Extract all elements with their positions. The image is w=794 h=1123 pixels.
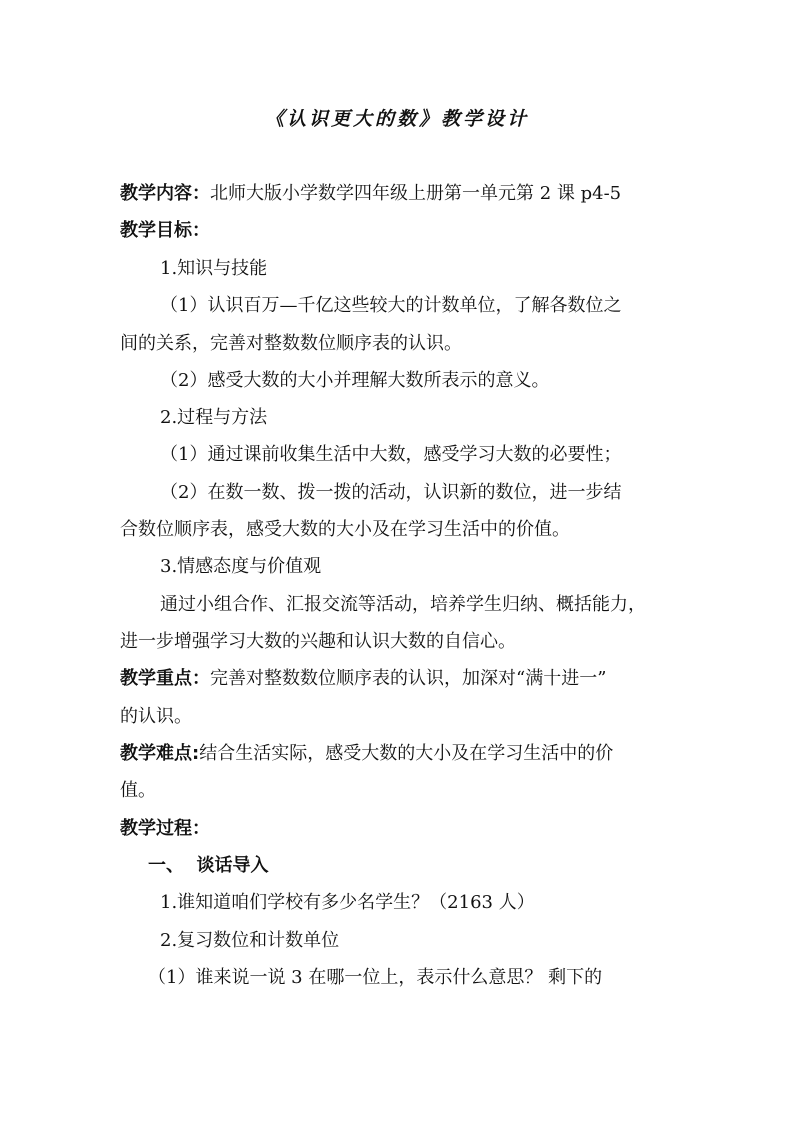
goal2-heading: 2.过程与方法: [160, 407, 268, 428]
key-point-label: 教学重点：: [120, 668, 210, 689]
document-title: 《认识更大的数》教学设计: [264, 108, 529, 130]
goal1-heading: 1.知识与技能: [160, 258, 268, 279]
step2: 2.复习数位和计数单位: [160, 930, 340, 951]
difficulty-line1: [120, 742, 613, 766]
key-point-text: 完善对整数数位顺序表的认识，加深对“满十进一”: [210, 668, 607, 689]
difficulty-line2: 值。: [120, 780, 156, 801]
teaching-content-line: [120, 182, 621, 206]
goal1-item1-line1: （1）认识百万—千亿这些较大的计数单位，了解各数位之: [160, 295, 622, 316]
goal3-heading: 3.情感态度与价值观: [160, 556, 322, 577]
difficulty-text: 结合生活实际，感受大数的大小及在学习生活中的价: [199, 743, 614, 764]
goal1-item2: （2）感受大数的大小并理解大数所表示的意义。: [160, 370, 550, 391]
key-point-line2: 的认识。: [120, 706, 192, 727]
key-point-line1: [120, 667, 606, 691]
step1: 1.谁知道咱们学校有多少名学生？（2163 人）: [160, 892, 535, 913]
goal3-text-line2: 进一步增强学习大数的兴趣和认识大数的自信心。: [120, 631, 516, 652]
teaching-content-label: 教学内容：: [120, 183, 210, 204]
goal1-item1-line2: 间的关系，完善对整数数位顺序表的认识。: [120, 333, 462, 354]
goal2-item1: （1）通过课前收集生活中大数，感受学习大数的必要性；: [160, 444, 622, 465]
goal2-item2-line2: 合数位顺序表，感受大数的大小及在学习生活中的价值。: [120, 519, 570, 540]
goal2-item2-line1: （2）在数一数、拨一拨的活动，认识新的数位，进一步结: [160, 482, 622, 503]
difficulty-label: 教学难点:: [120, 743, 200, 764]
section1-heading: 一、 谈话导入: [148, 855, 269, 876]
teaching-goals-label: 教学目标：: [120, 220, 210, 241]
goal3-text-line1: 通过小组合作、汇报交流等活动，培养学生归纳、概括能力，: [160, 594, 646, 615]
step2-item1: （1）谁来说一说 3 在哪一位上，表示什么意思？ 剩下的: [148, 967, 603, 988]
process-label: 教学过程：: [120, 818, 210, 839]
teaching-content-text: 北师大版小学数学四年级上册第一单元第 2 课 p4-5: [210, 183, 622, 204]
